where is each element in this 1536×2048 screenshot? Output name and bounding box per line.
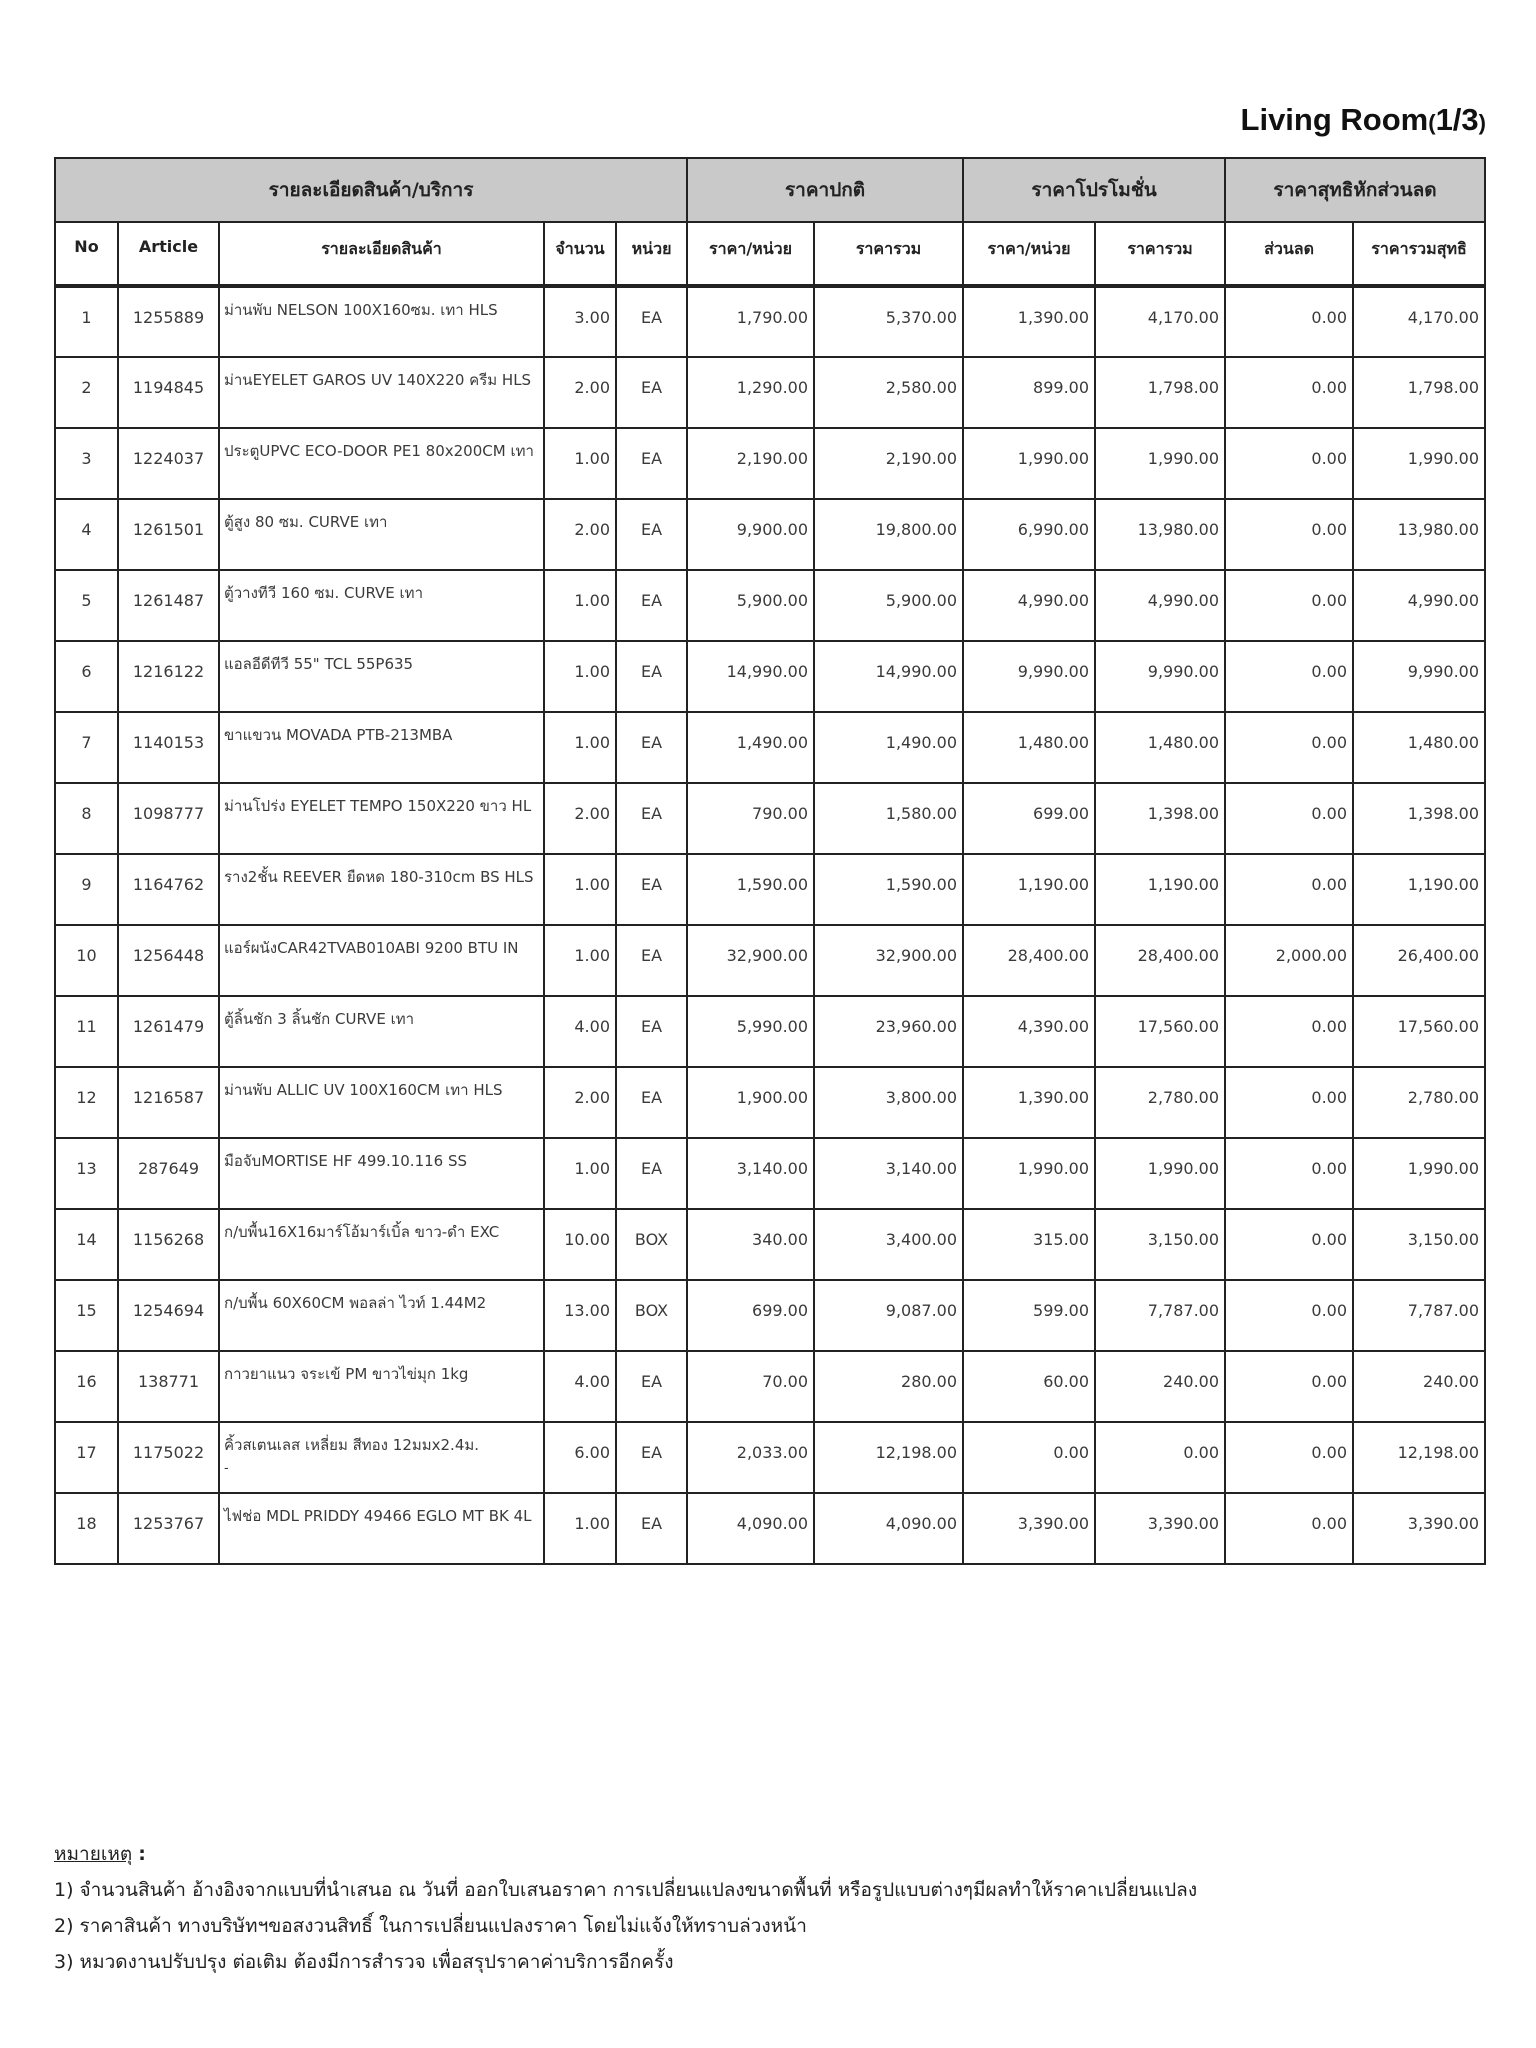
cell-discount: 0.00: [1225, 712, 1353, 783]
table-row: [55, 712, 1485, 783]
cell-regular-unit-price: 1,590.00: [687, 854, 814, 925]
cell-no: 10: [55, 925, 118, 996]
notes-heading: หมายเหตุ: [54, 1843, 133, 1865]
cell-article: 1164762: [118, 854, 219, 925]
cell-promo-total: 4,990.00: [1095, 570, 1225, 641]
group-header-promo: ราคาโปรโมชั่น: [963, 158, 1225, 222]
table-row: [55, 1422, 1485, 1493]
cell-promo-total: 3,390.00: [1095, 1493, 1225, 1564]
cell-qty: 3.00: [544, 286, 616, 357]
cell-regular-total: 19,800.00: [814, 499, 963, 570]
cell-description: [219, 854, 544, 925]
cell-promo-total: 28,400.00: [1095, 925, 1225, 996]
table-row: [55, 783, 1485, 854]
description-text: ตู้สูง 80 ซม. CURVE เทา: [224, 513, 388, 531]
group-header-net: ราคาสุทธิหักส่วนลด: [1225, 158, 1485, 222]
cell-unit: EA: [616, 712, 687, 783]
table-row: [55, 1067, 1485, 1138]
cell-regular-total: 2,190.00: [814, 428, 963, 499]
cell-unit: EA: [616, 428, 687, 499]
col-header-promo-total: ราคารวม: [1095, 222, 1225, 286]
cell-article: 1261479: [118, 996, 219, 1067]
cell-regular-unit-price: 699.00: [687, 1280, 814, 1351]
cell-net-total: 13,980.00: [1353, 499, 1485, 570]
col-header-reg-unit: ราคา/หน่วย: [687, 222, 814, 286]
cell-article: 1194845: [118, 357, 219, 428]
cell-description: [219, 1067, 544, 1138]
cell-net-total: 1,990.00: [1353, 1138, 1485, 1209]
cell-promo-unit-price: 6,990.00: [963, 499, 1095, 570]
cell-promo-unit-price: 1,390.00: [963, 1067, 1095, 1138]
description-text: แอลอีดีทีวี 55" TCL 55P635: [224, 655, 414, 673]
cell-qty: 10.00: [544, 1209, 616, 1280]
cell-regular-unit-price: 1,900.00: [687, 1067, 814, 1138]
cell-unit: EA: [616, 854, 687, 925]
cell-article: 1216122: [118, 641, 219, 712]
cell-regular-total: 5,900.00: [814, 570, 963, 641]
cell-regular-unit-price: 2,190.00: [687, 428, 814, 499]
cell-net-total: 1,398.00: [1353, 783, 1485, 854]
cell-unit: EA: [616, 925, 687, 996]
cell-unit: EA: [616, 1138, 687, 1209]
description-text: ม่านพับ ALLIC UV 100X160CM เทา HLS: [224, 1081, 503, 1099]
table-row: [55, 996, 1485, 1067]
cell-qty: 4.00: [544, 1351, 616, 1422]
table-row: [55, 1209, 1485, 1280]
cell-discount: 0.00: [1225, 1351, 1353, 1422]
table-row: [55, 925, 1485, 996]
cell-unit: EA: [616, 1422, 687, 1493]
cell-regular-unit-price: 3,140.00: [687, 1138, 814, 1209]
description-text: ม่านโปร่ง EYELET TEMPO 150X220 ขาว HL: [224, 797, 532, 815]
cell-regular-total: 14,990.00: [814, 641, 963, 712]
cell-no: 16: [55, 1351, 118, 1422]
page-title: [1241, 102, 1486, 138]
cell-net-total: 1,190.00: [1353, 854, 1485, 925]
cell-promo-unit-price: 899.00: [963, 357, 1095, 428]
cell-qty: 2.00: [544, 1067, 616, 1138]
cell-promo-total: 17,560.00: [1095, 996, 1225, 1067]
cell-regular-total: 32,900.00: [814, 925, 963, 996]
cell-promo-unit-price: 60.00: [963, 1351, 1095, 1422]
cell-promo-unit-price: 1,990.00: [963, 428, 1095, 499]
table-row: [55, 428, 1485, 499]
cell-description: [219, 1422, 544, 1493]
cell-discount: 0.00: [1225, 996, 1353, 1067]
cell-unit: EA: [616, 357, 687, 428]
cell-promo-unit-price: 1,190.00: [963, 854, 1095, 925]
cell-net-total: 4,170.00: [1353, 286, 1485, 357]
cell-qty: 6.00: [544, 1422, 616, 1493]
cell-regular-total: 3,140.00: [814, 1138, 963, 1209]
cell-promo-total: 1,798.00: [1095, 357, 1225, 428]
cell-article: 1253767: [118, 1493, 219, 1564]
cell-description: [219, 1138, 544, 1209]
page-indicator: 1/3: [1435, 102, 1479, 137]
cell-no: 14: [55, 1209, 118, 1280]
cell-qty: 1.00: [544, 712, 616, 783]
table-row: [55, 1280, 1485, 1351]
description-text: ขาแขวน MOVADA PTB-213MBA: [224, 726, 453, 744]
group-header-product: รายละเอียดสินค้า/บริการ: [55, 158, 687, 222]
cell-regular-total: 2,580.00: [814, 357, 963, 428]
note-item-3: 3) หมวดงานปรับปรุง ต่อเติม ต้องมีการสำรวจ เพื่อสรุปราคาค่าบริการอีกครั้ง: [54, 1951, 674, 1973]
col-header-discount: ส่วนลด: [1225, 222, 1353, 286]
cell-qty: 2.00: [544, 357, 616, 428]
cell-net-total: 12,198.00: [1353, 1422, 1485, 1493]
cell-qty: 1.00: [544, 428, 616, 499]
cell-regular-unit-price: 1,290.00: [687, 357, 814, 428]
cell-promo-unit-price: 1,990.00: [963, 1138, 1095, 1209]
cell-unit: EA: [616, 996, 687, 1067]
cell-discount: 2,000.00: [1225, 925, 1353, 996]
description-text: ตู้วางทีวี 160 ซม. CURVE เทา: [224, 584, 423, 602]
cell-net-total: 26,400.00: [1353, 925, 1485, 996]
cell-promo-unit-price: 699.00: [963, 783, 1095, 854]
notes-colon: :: [138, 1843, 146, 1865]
cell-regular-total: 5,370.00: [814, 286, 963, 357]
cell-article: 1255889: [118, 286, 219, 357]
cell-promo-total: 0.00: [1095, 1422, 1225, 1493]
cell-no: 15: [55, 1280, 118, 1351]
cell-promo-unit-price: 4,390.00: [963, 996, 1095, 1067]
cell-regular-unit-price: 5,990.00: [687, 996, 814, 1067]
cell-qty: 1.00: [544, 570, 616, 641]
cell-unit: EA: [616, 1351, 687, 1422]
group-header-row: [55, 158, 1485, 222]
cell-article: 1216587: [118, 1067, 219, 1138]
cell-article: 138771: [118, 1351, 219, 1422]
cell-unit: BOX: [616, 1280, 687, 1351]
cell-unit: EA: [616, 499, 687, 570]
cell-no: 5: [55, 570, 118, 641]
description-text: ม่านพับ NELSON 100X160ซม. เทา HLS: [224, 301, 498, 319]
cell-qty: 4.00: [544, 996, 616, 1067]
cell-regular-unit-price: 790.00: [687, 783, 814, 854]
cell-description: [219, 499, 544, 570]
cell-promo-total: 3,150.00: [1095, 1209, 1225, 1280]
page-indicator-close: ): [1478, 110, 1486, 135]
cell-regular-unit-price: 9,900.00: [687, 499, 814, 570]
cell-discount: 0.00: [1225, 570, 1353, 641]
cell-unit: EA: [616, 641, 687, 712]
cell-discount: 0.00: [1225, 641, 1353, 712]
cell-description: [219, 570, 544, 641]
cell-regular-total: 12,198.00: [814, 1422, 963, 1493]
cell-article: 1156268: [118, 1209, 219, 1280]
cell-regular-total: 280.00: [814, 1351, 963, 1422]
table-row: [55, 1351, 1485, 1422]
cell-no: 3: [55, 428, 118, 499]
col-header-unit: หน่วย: [616, 222, 687, 286]
cell-description: [219, 996, 544, 1067]
cell-net-total: 17,560.00: [1353, 996, 1485, 1067]
description-text: ราง2ชั้น REEVER ยืดหด 180-310cm BS HLS: [224, 868, 534, 886]
cell-unit: EA: [616, 783, 687, 854]
cell-description: [219, 783, 544, 854]
cell-no: 11: [55, 996, 118, 1067]
cell-promo-total: 1,480.00: [1095, 712, 1225, 783]
cell-description: [219, 1209, 544, 1280]
cell-regular-total: 9,087.00: [814, 1280, 963, 1351]
description-text: ก/บพื้น 60X60CM พอลล่า ไวท์ 1.44M2: [224, 1294, 487, 1312]
cell-net-total: 2,780.00: [1353, 1067, 1485, 1138]
cell-description: [219, 1493, 544, 1564]
cell-promo-unit-price: 4,990.00: [963, 570, 1095, 641]
cell-regular-unit-price: 14,990.00: [687, 641, 814, 712]
cell-net-total: 9,990.00: [1353, 641, 1485, 712]
cell-regular-total: 1,490.00: [814, 712, 963, 783]
description-text: ก/บพื้น16X16มาร์โอ้มาร์เบิ้ล ขาว-ดำ EXC: [224, 1223, 500, 1241]
cell-no: 18: [55, 1493, 118, 1564]
cell-article: 1140153: [118, 712, 219, 783]
cell-net-total: 4,990.00: [1353, 570, 1485, 641]
cell-unit: EA: [616, 1067, 687, 1138]
cell-qty: 13.00: [544, 1280, 616, 1351]
cell-discount: 0.00: [1225, 1493, 1353, 1564]
cell-description: [219, 712, 544, 783]
cell-discount: 0.00: [1225, 1209, 1353, 1280]
cell-regular-unit-price: 2,033.00: [687, 1422, 814, 1493]
cell-no: 6: [55, 641, 118, 712]
cell-discount: 0.00: [1225, 1280, 1353, 1351]
col-header-reg-total: ราคารวม: [814, 222, 963, 286]
cell-promo-unit-price: 1,480.00: [963, 712, 1095, 783]
cell-promo-total: 1,990.00: [1095, 1138, 1225, 1209]
cell-no: 4: [55, 499, 118, 570]
cell-qty: 1.00: [544, 1138, 616, 1209]
cell-discount: 0.00: [1225, 428, 1353, 499]
cell-promo-unit-price: 1,390.00: [963, 286, 1095, 357]
cell-promo-total: 1,990.00: [1095, 428, 1225, 499]
description-text: กาวยาแนว จระเข้ PM ขาวไข่มุก 1kg: [224, 1365, 469, 1383]
cell-regular-total: 4,090.00: [814, 1493, 963, 1564]
cell-discount: 0.00: [1225, 783, 1353, 854]
cell-description: [219, 357, 544, 428]
description-text: คิ้วสเตนเลส เหลี่ยม สีทอง 12มมx2.4ม.: [224, 1436, 480, 1454]
notes-section: [54, 1836, 1197, 1980]
cell-regular-total: 23,960.00: [814, 996, 963, 1067]
table-body: [55, 286, 1485, 1564]
cell-net-total: 3,390.00: [1353, 1493, 1485, 1564]
cell-discount: 0.00: [1225, 1067, 1353, 1138]
table-row: [55, 570, 1485, 641]
cell-promo-total: 7,787.00: [1095, 1280, 1225, 1351]
cell-no: 12: [55, 1067, 118, 1138]
description-text: แอร์ผนังCAR42TVAB010ABI 9200 BTU IN: [224, 939, 519, 957]
cell-description: [219, 428, 544, 499]
cell-promo-total: 9,990.00: [1095, 641, 1225, 712]
cell-description: [219, 1280, 544, 1351]
description-text: ไฟช่อ MDL PRIDDY 49466 EGLO MT BK 4L: [224, 1507, 532, 1525]
cell-unit: EA: [616, 570, 687, 641]
col-header-desc: รายละเอียดสินค้า: [219, 222, 544, 286]
cell-description: [219, 286, 544, 357]
cell-promo-total: 13,980.00: [1095, 499, 1225, 570]
cell-article: 1261487: [118, 570, 219, 641]
column-header-row: [55, 222, 1485, 286]
cell-regular-unit-price: 32,900.00: [687, 925, 814, 996]
description-continuation: -: [224, 1461, 229, 1476]
col-header-article: Article: [118, 222, 219, 286]
cell-promo-unit-price: 315.00: [963, 1209, 1095, 1280]
col-header-promo-unit: ราคา/หน่วย: [963, 222, 1095, 286]
table-row: [55, 499, 1485, 570]
cell-regular-unit-price: 1,490.00: [687, 712, 814, 783]
cell-no: 9: [55, 854, 118, 925]
cell-article: 1098777: [118, 783, 219, 854]
notes-heading-line: [54, 1836, 1197, 1872]
cell-qty: 1.00: [544, 641, 616, 712]
cell-no: 13: [55, 1138, 118, 1209]
cell-article: 1256448: [118, 925, 219, 996]
cell-promo-unit-price: 28,400.00: [963, 925, 1095, 996]
cell-unit: EA: [616, 286, 687, 357]
note-item-2: 2) ราคาสินค้า ทางบริษัทฯขอสงวนสิทธิ์ ในการเปลี่ยนแปลงราคา โดยไม่แจ้งให้ทราบล่วงหน้า: [54, 1915, 807, 1937]
cell-discount: 0.00: [1225, 499, 1353, 570]
table-row: [55, 357, 1485, 428]
cell-discount: 0.00: [1225, 1422, 1353, 1493]
cell-no: 1: [55, 286, 118, 357]
cell-regular-unit-price: 4,090.00: [687, 1493, 814, 1564]
room-name: Living Room: [1240, 102, 1429, 137]
cell-discount: 0.00: [1225, 286, 1353, 357]
cell-article: 1224037: [118, 428, 219, 499]
cell-net-total: 1,480.00: [1353, 712, 1485, 783]
cell-description: [219, 1351, 544, 1422]
cell-promo-unit-price: 9,990.00: [963, 641, 1095, 712]
cell-article: 1254694: [118, 1280, 219, 1351]
cell-unit: EA: [616, 1493, 687, 1564]
cell-article: 1261501: [118, 499, 219, 570]
cell-discount: 0.00: [1225, 854, 1353, 925]
cell-qty: 1.00: [544, 854, 616, 925]
cell-discount: 0.00: [1225, 1138, 1353, 1209]
description-text: มือจับMORTISE HF 499.10.116 SS: [224, 1152, 468, 1170]
page-indicator-open: (: [1428, 110, 1436, 135]
cell-qty: 2.00: [544, 499, 616, 570]
cell-no: 8: [55, 783, 118, 854]
cell-regular-total: 1,590.00: [814, 854, 963, 925]
cell-regular-total: 3,400.00: [814, 1209, 963, 1280]
table-row: [55, 641, 1485, 712]
group-header-regular: ราคาปกติ: [687, 158, 963, 222]
cell-promo-total: 1,190.00: [1095, 854, 1225, 925]
table-row: [55, 286, 1485, 357]
cell-description: [219, 925, 544, 996]
cell-regular-total: 3,800.00: [814, 1067, 963, 1138]
cell-unit: BOX: [616, 1209, 687, 1280]
cell-regular-unit-price: 5,900.00: [687, 570, 814, 641]
cell-promo-unit-price: 3,390.00: [963, 1493, 1095, 1564]
cell-promo-total: 4,170.00: [1095, 286, 1225, 357]
description-text: ม่านEYELET GAROS UV 140X220 ครีม HLS: [224, 371, 532, 389]
cell-net-total: 240.00: [1353, 1351, 1485, 1422]
cell-description: [219, 641, 544, 712]
table-row: [55, 1138, 1485, 1209]
cell-qty: 2.00: [544, 783, 616, 854]
cell-net-total: 1,990.00: [1353, 428, 1485, 499]
cell-promo-unit-price: 0.00: [963, 1422, 1095, 1493]
cell-promo-total: 2,780.00: [1095, 1067, 1225, 1138]
description-text: ตู้ลิ้นชัก 3 ลิ้นชัก CURVE เทา: [224, 1010, 415, 1028]
cell-article: 287649: [118, 1138, 219, 1209]
cell-promo-total: 240.00: [1095, 1351, 1225, 1422]
cell-article: 1175022: [118, 1422, 219, 1493]
cell-regular-unit-price: 340.00: [687, 1209, 814, 1280]
cell-no: 2: [55, 357, 118, 428]
quotation-table: [54, 157, 1486, 1565]
description-text: ประตูUPVC ECO-DOOR PE1 80x200CM เทา: [224, 442, 534, 460]
cell-net-total: 7,787.00: [1353, 1280, 1485, 1351]
cell-regular-unit-price: 70.00: [687, 1351, 814, 1422]
cell-regular-unit-price: 1,790.00: [687, 286, 814, 357]
col-header-net-total: ราคารวมสุทธิ: [1353, 222, 1485, 286]
cell-qty: 1.00: [544, 925, 616, 996]
cell-promo-unit-price: 599.00: [963, 1280, 1095, 1351]
cell-no: 17: [55, 1422, 118, 1493]
col-header-no: No: [55, 222, 118, 286]
table-row: [55, 1493, 1485, 1564]
table-row: [55, 854, 1485, 925]
cell-promo-total: 1,398.00: [1095, 783, 1225, 854]
cell-no: 7: [55, 712, 118, 783]
cell-net-total: 1,798.00: [1353, 357, 1485, 428]
cell-discount: 0.00: [1225, 357, 1353, 428]
note-item-1: 1) จำนวนสินค้า อ้างอิงจากแบบที่นำเสนอ ณ วันที่ ออกใบเสนอราคา การเปลี่ยนแปลงขนาดพื้นที่ หรือรูปแบบต่างๆมีผลทำให้ราคาเปลี่ยนแปลง: [54, 1879, 1198, 1901]
cell-qty: 1.00: [544, 1493, 616, 1564]
col-header-qty: จำนวน: [544, 222, 616, 286]
cell-regular-total: 1,580.00: [814, 783, 963, 854]
cell-net-total: 3,150.00: [1353, 1209, 1485, 1280]
